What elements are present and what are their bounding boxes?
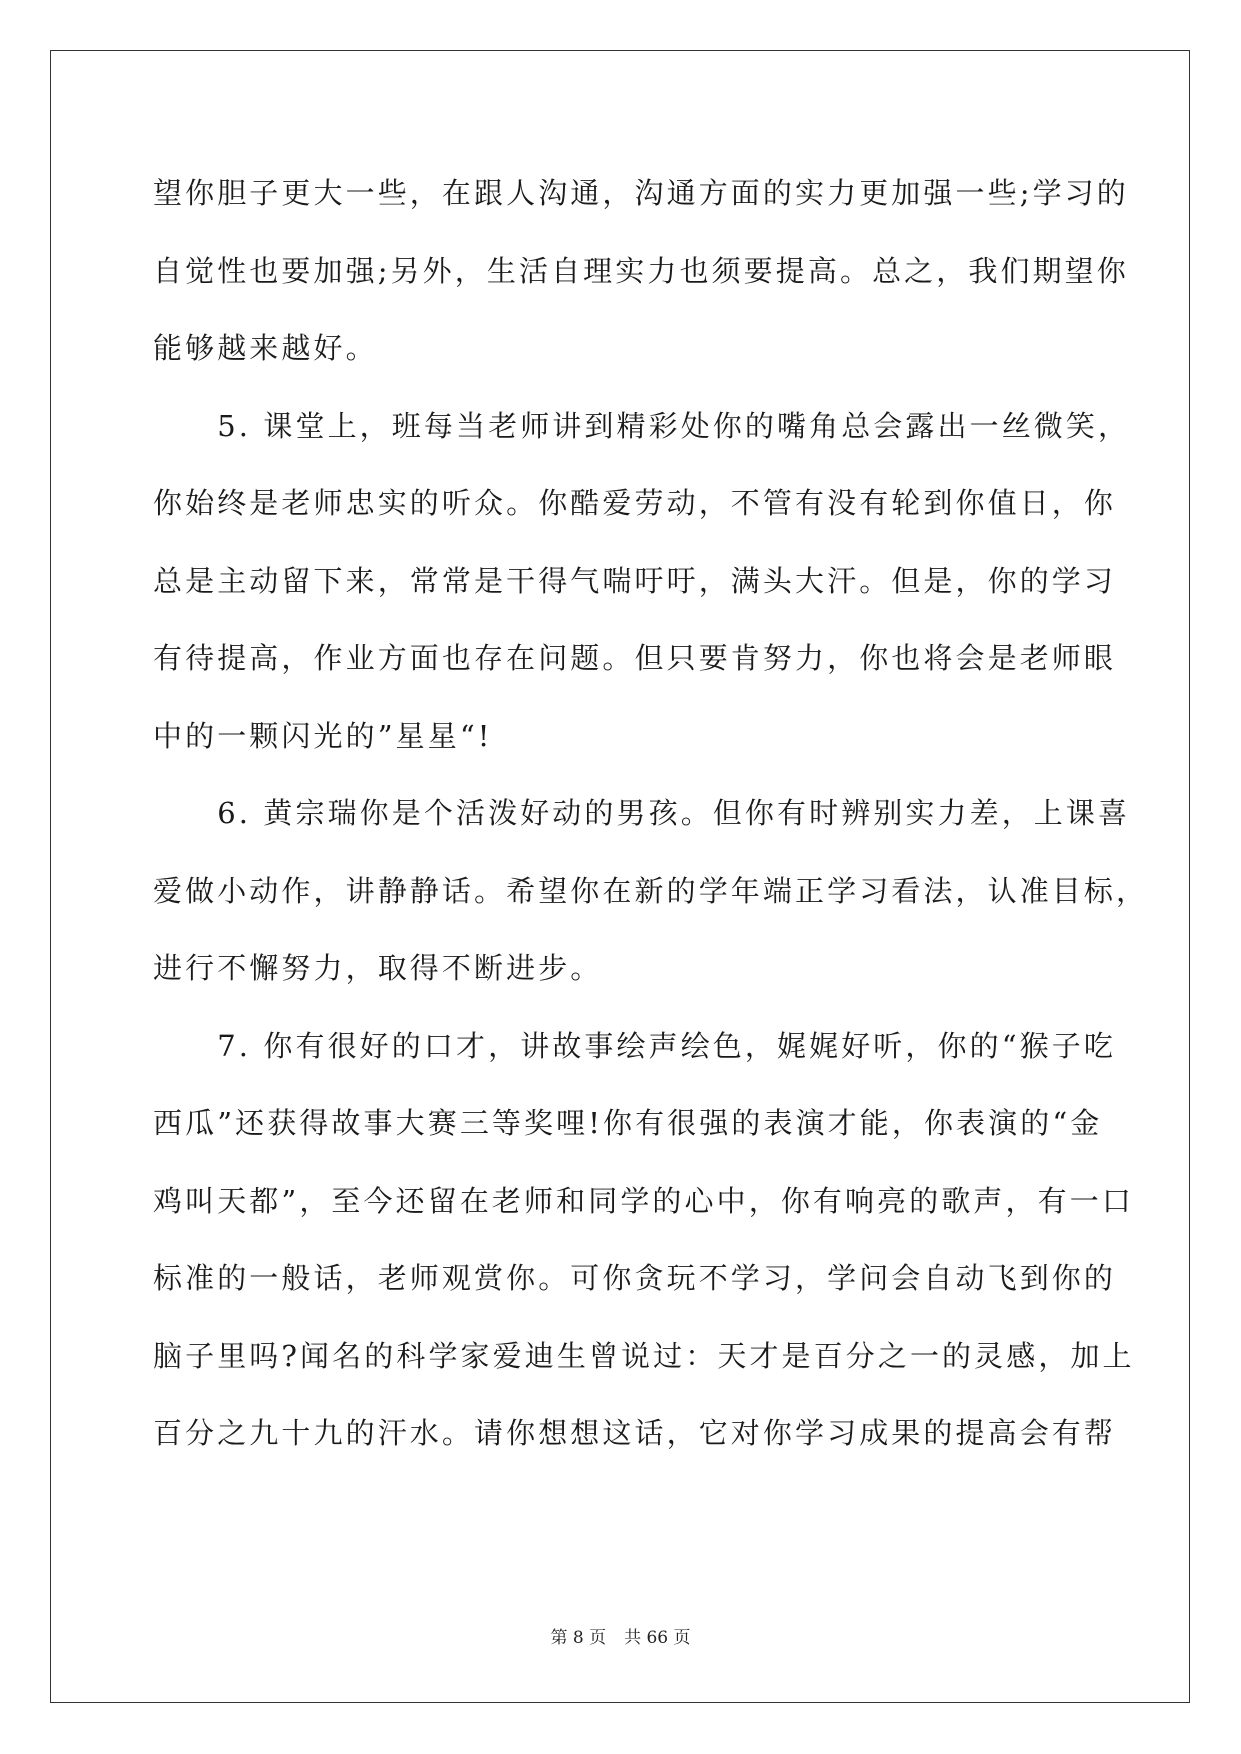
page-footer <box>0 1623 1241 1648</box>
text-line: 自觉性也要加强;另外，生活自理实力也须要提高。总之，我们期望你 <box>153 253 1129 288</box>
current-page-label: 第 8 页 <box>550 1628 607 1648</box>
paragraph-7-start: 7. 你有很好的口才，讲故事绘声绘色，娓娓好听，你的“猴子吃 <box>153 1028 1116 1063</box>
paragraph-5-start: 5. 课堂上，班每当老师讲到精彩处你的嘴角总会露出一丝微笑， <box>153 408 1131 443</box>
text-line: 标准的一般话，老师观赏你。可你贪玩不学习，学问会自动飞到你的 <box>153 1261 1117 1295</box>
paragraph-6-start: 6. 黄宗瑞你是个活泼好动的男孩。但你有时辨别实力差，上课喜 <box>153 796 1131 830</box>
text-line: 西瓜”还获得故事大赛三等奖哩!你有很强的表演才能，你表演的“金 <box>153 1106 1103 1140</box>
text-line: 你始终是老师忠实的听众。你酷爱劳动，不管有没有轮到你值日，你 <box>153 486 1117 520</box>
text-line: 爱做小动作，讲静静话。希望你在新的学年端正学习看法，认准目标， <box>153 873 1149 908</box>
text-line: 总是主动留下来，常常是干得气喘吁吁，满头大汗。但是，你的学习 <box>153 563 1117 598</box>
text-line: 望你胆子更大一些，在跟人沟通，沟通方面的实力更加强一些;学习的 <box>153 176 1129 210</box>
text-line: 能够越来越好。 <box>153 331 378 365</box>
text-line: 中的一颗闪光的”星星“! <box>153 718 493 753</box>
total-pages-label: 共 66 页 <box>624 1628 691 1648</box>
text-line: 百分之九十九的汗水。请你想想这话，它对你学习成果的提高会有帮 <box>153 1416 1117 1450</box>
text-line: 有待提高，作业方面也存在问题。但只要肯努力，你也将会是老师眼 <box>153 641 1117 675</box>
text-line: 鸡叫天都”，至今还留在老师和同学的心中，你有响亮的歌声，有一口 <box>153 1183 1134 1218</box>
text-line: 进行不懈努力，取得不断进步。 <box>153 951 603 985</box>
document-body <box>153 155 1149 1473</box>
text-line: 脑子里吗?闻名的科学家爱迪生曾说过：天才是百分之一的灵感，加上 <box>153 1338 1135 1373</box>
